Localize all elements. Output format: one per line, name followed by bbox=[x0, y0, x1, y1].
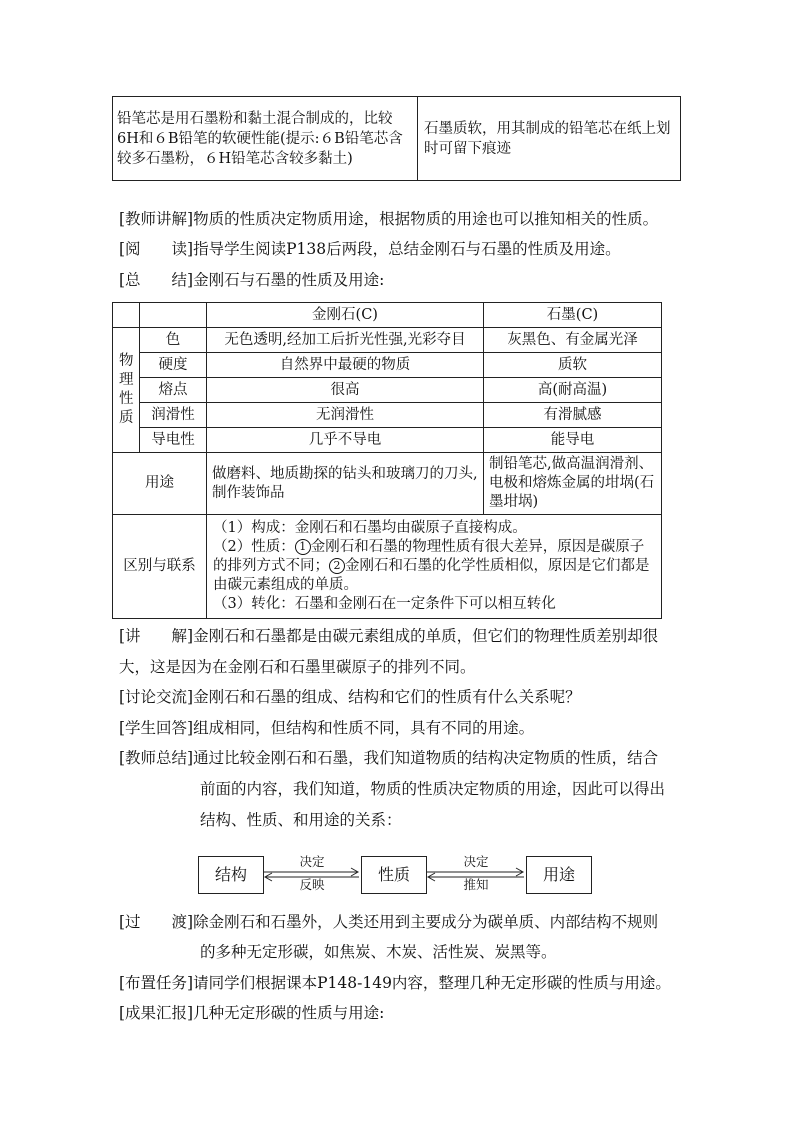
graphite-melting-point: 高(耐高温) bbox=[484, 378, 662, 403]
relation-line-2-prefix: （2）性质： bbox=[213, 539, 295, 555]
graphite-conductivity: 能导电 bbox=[484, 428, 662, 453]
relation-label: 区别与联系 bbox=[113, 515, 207, 619]
header-diamond: 金刚石(C) bbox=[207, 303, 484, 328]
relation-line-2-physical: 金刚石和石墨的物理性质有很大差异，原因是碳原子的排列方式不同； bbox=[213, 539, 645, 574]
paragraph-teacher-explain: [教师讲解]物质的性质决定物质用途，根据物质的用途也可以推知相关的性质。 bbox=[119, 210, 659, 228]
graphite-color: 灰黑色、有金属光泽 bbox=[484, 328, 662, 353]
paragraph-transition: [过 渡]除金刚石和石墨外，人类还用到主要成分为碳单质、内部结构不规则 bbox=[119, 913, 659, 931]
prop-lubricity: 润滑性 bbox=[140, 403, 207, 428]
label-infer: 推知 bbox=[463, 877, 489, 892]
paragraph-assignment: [布置任务]请同学们根据课本P148-149内容，整理几种无定形碳的性质与用途。 bbox=[119, 974, 671, 992]
paragraph-explain: [讲 解]金刚石和石墨都是由碳元素组成的单质，但它们的物理性质差别却很 bbox=[119, 627, 659, 645]
paragraph-reading: [阅 读]指导学生阅读P138后两段，总结金刚石与石墨的性质及用途。 bbox=[119, 240, 621, 258]
paragraph-explain-cont: 大，这是因为在金刚石和石墨里碳原子的排列不同。 bbox=[119, 658, 476, 676]
box-property: 性质 bbox=[361, 856, 427, 894]
diamond-melting-point: 很高 bbox=[207, 378, 484, 403]
prop-hardness: 硬度 bbox=[140, 353, 207, 378]
diamond-hardness: 自然界中最硬的物质 bbox=[207, 353, 484, 378]
top-table-right-cell: 石墨质软，用其制成的铅笔芯在纸上划时可留下痕迹 bbox=[418, 97, 681, 181]
circled-number-1: 1 bbox=[295, 539, 311, 555]
circled-number-2: 2 bbox=[329, 558, 345, 574]
prop-conductivity: 导电性 bbox=[140, 428, 207, 453]
label-reflect: 反映 bbox=[299, 877, 325, 892]
diamond-color: 无色透明,经加工后折光性强,光彩夺目 bbox=[207, 328, 484, 353]
relation-line-2-chemical: 金刚石和石墨的化学性质相似，原因是它们都是由碳元素组成的单质。 bbox=[213, 558, 650, 593]
paragraph-summary: [总 结]金刚石与石墨的性质及用途: bbox=[119, 271, 385, 289]
label-decide-2: 决定 bbox=[463, 854, 489, 869]
graphite-hardness: 质软 bbox=[484, 353, 662, 378]
relation-line-3: （3）转化：石墨和金刚石在一定条件下可以相互转化 bbox=[213, 596, 556, 612]
diamond-conductivity: 几乎不导电 bbox=[207, 428, 484, 453]
prop-color: 色 bbox=[140, 328, 207, 353]
diamond-use: 做磨料、地质勘探的钻头和玻璃刀的刀头,制作装饰品 bbox=[207, 453, 484, 515]
use-label: 用途 bbox=[113, 453, 207, 515]
prop-melting-point: 熔点 bbox=[140, 378, 207, 403]
box-use: 用途 bbox=[526, 856, 592, 894]
paragraph-transition-cont: 的多种无定形碳，如焦炭、木炭、活性炭、炭黑等。 bbox=[200, 943, 557, 961]
physical-property-text: 物理性质 bbox=[119, 353, 134, 426]
paragraph-discussion: [讨论交流]金刚石和石墨的组成、结构和它们的性质有什么关系呢？ bbox=[119, 688, 581, 706]
top-table-left-cell: 铅笔芯是用石墨粉和黏土混合制成的，比较6H和６B铅笔的软硬性能(提示:６B铅笔芯含较多石墨粉，６H铅笔芯含较多黏土) bbox=[113, 97, 418, 181]
paragraph-report: [成果汇报]几种无定形碳的性质与用途: bbox=[119, 1004, 385, 1022]
paragraph-teacher-summary-cont: 前面的内容，我们知道，物质的性质决定物质的用途，因此可以得出 bbox=[200, 780, 666, 798]
paragraph-student-answer: [学生回答]组成相同，但结构和性质不同，具有不同的用途。 bbox=[119, 719, 535, 737]
header-graphite: 石墨(C) bbox=[484, 303, 662, 328]
graphite-use: 制铅笔芯,做高温润滑剂、电极和熔炼金属的坩埚(石墨坩埚) bbox=[484, 453, 662, 515]
paragraph-teacher-summary: [教师总结]通过比较金刚石和石墨，我们知道物质的结构决定物质的性质，结合 bbox=[119, 749, 659, 767]
relation-line-1: （1）构成：金刚石和石墨均由碳原子直接构成。 bbox=[213, 520, 527, 536]
graphite-lubricity: 有滑腻感 bbox=[484, 403, 662, 428]
box-structure: 结构 bbox=[198, 856, 264, 894]
label-decide-1: 决定 bbox=[299, 854, 325, 869]
paragraph-teacher-summary-cont2: 结构、性质、和用途的关系： bbox=[200, 811, 402, 829]
diamond-lubricity: 无润滑性 bbox=[207, 403, 484, 428]
